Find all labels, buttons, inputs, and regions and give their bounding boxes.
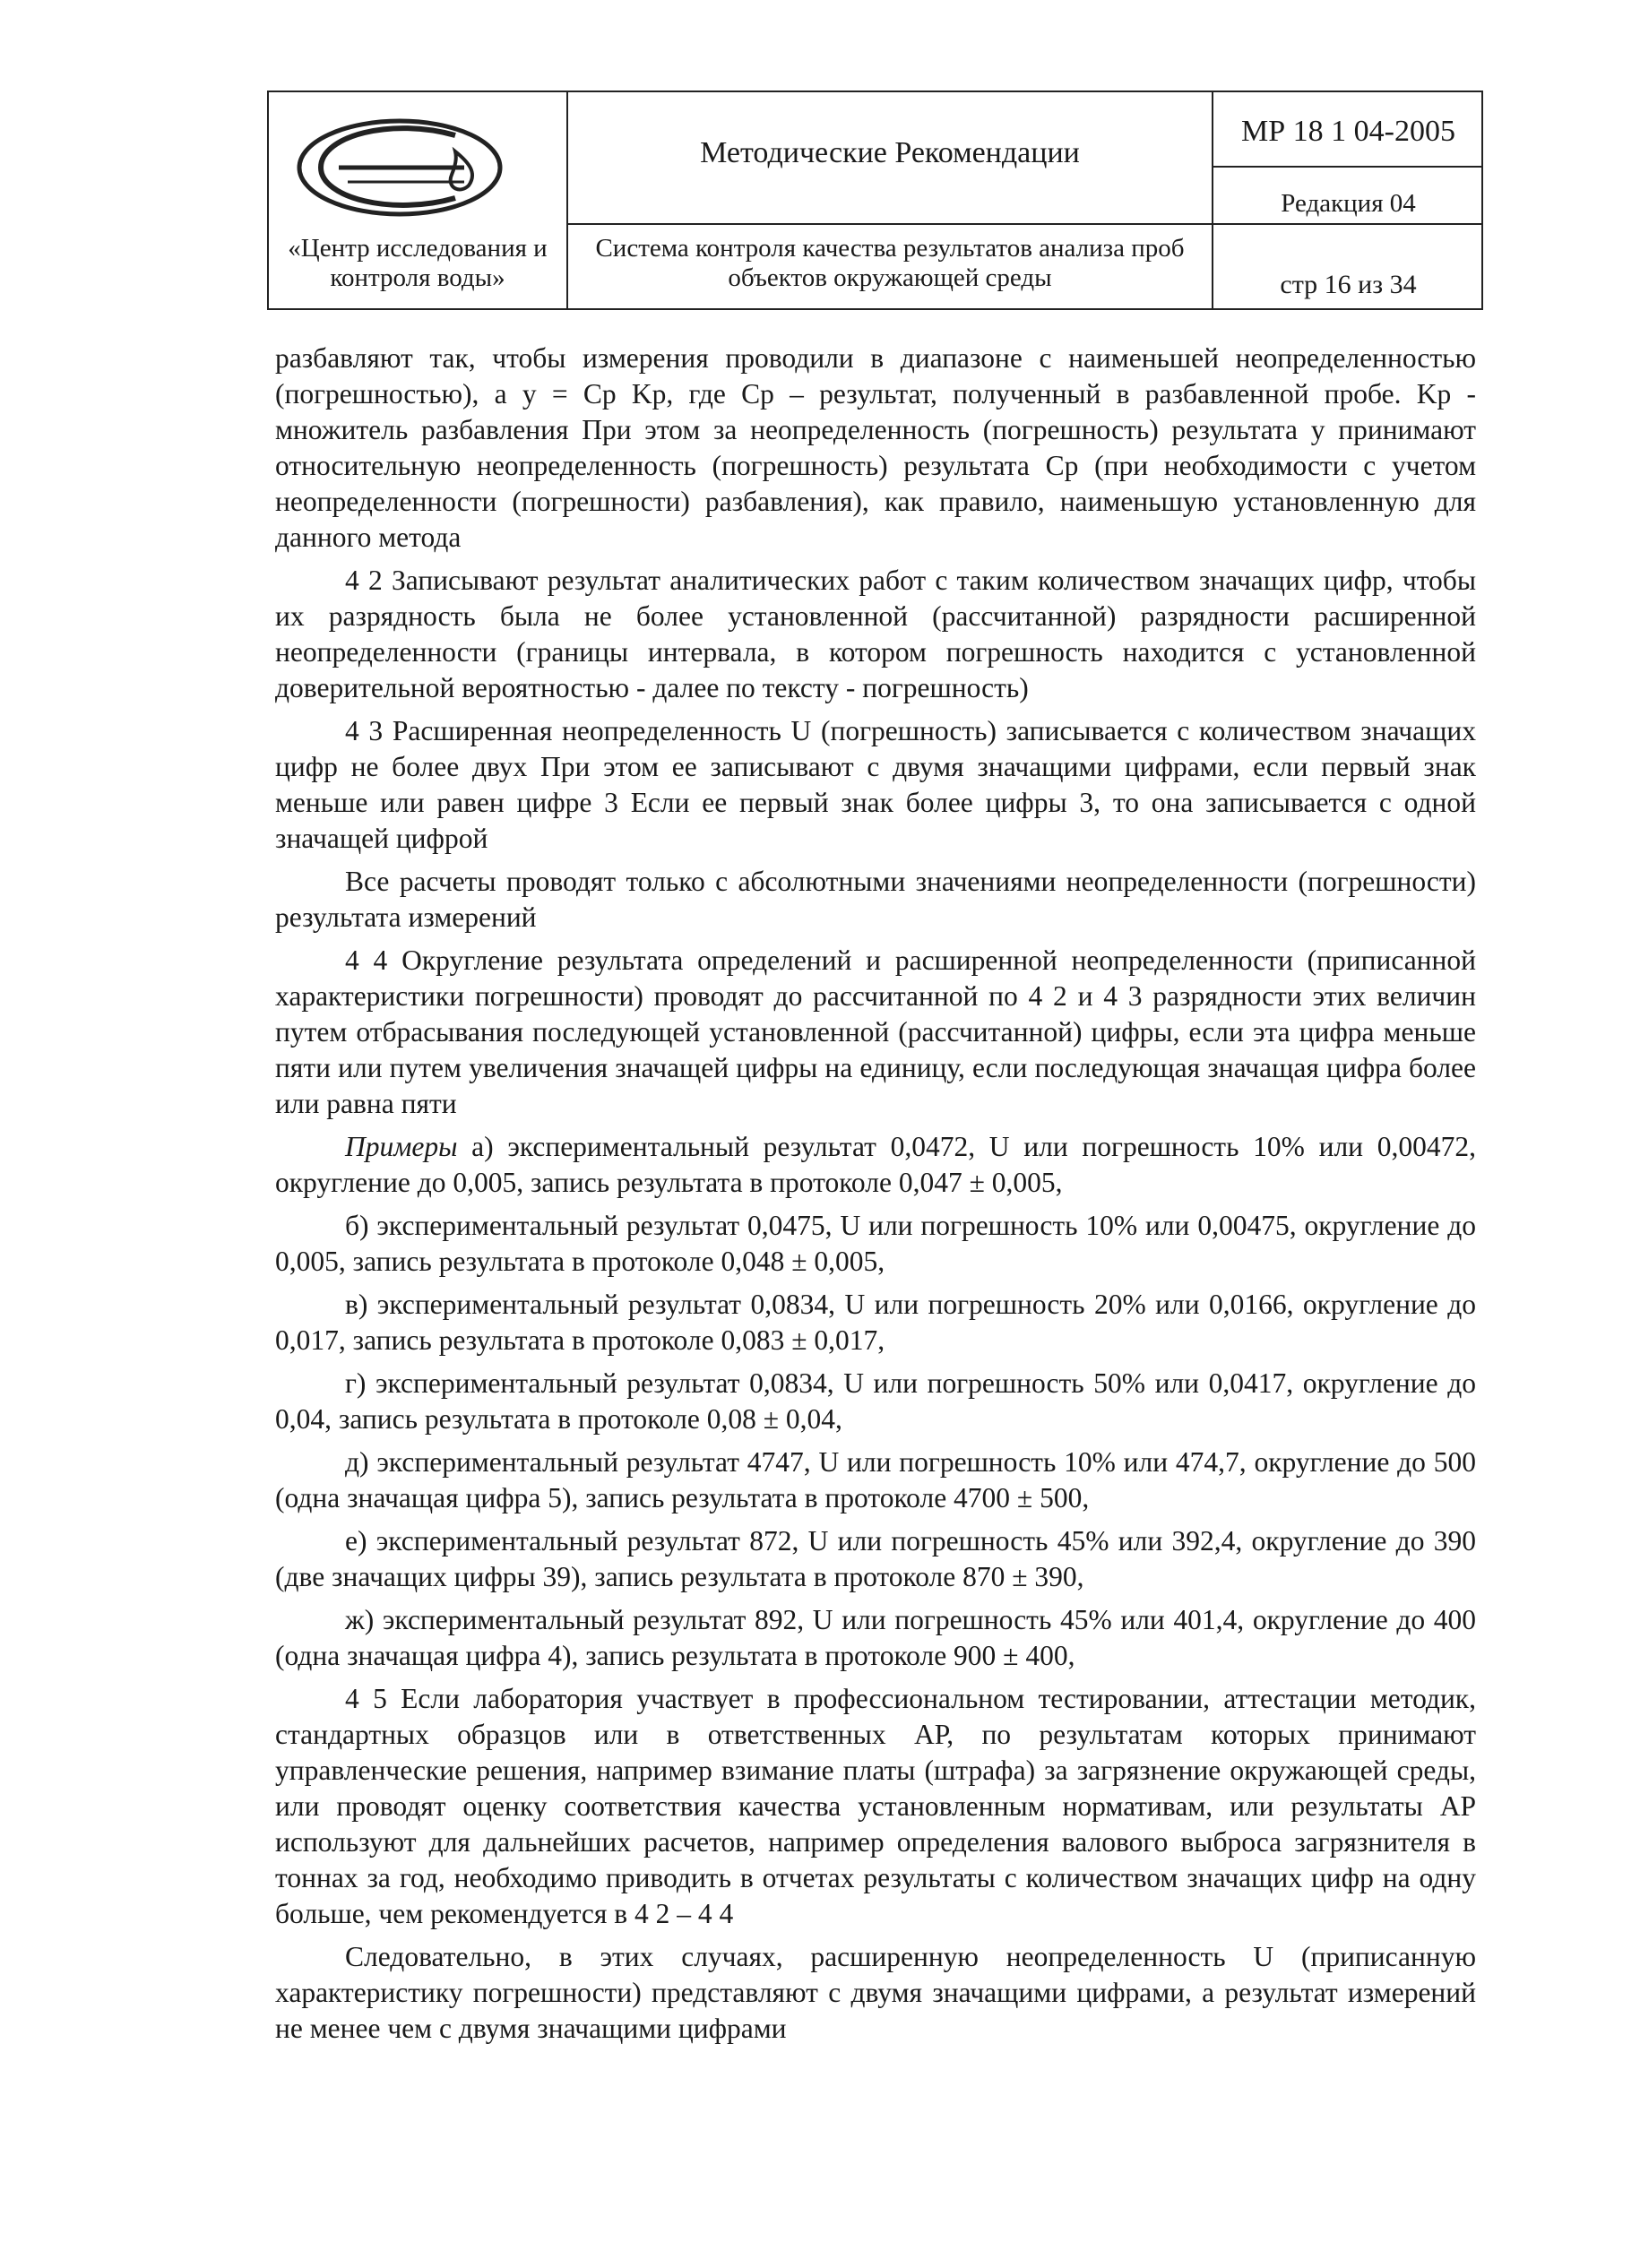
paragraph-4-2: 4 2 Записывают результат аналитических работ с таким количеством значащих цифр, чтобы их разрядность была не более установленной (рассчитанной) разрядности расширенной неопределенности (границы интервала, в котором погрешность находится с установленной доверительной вероятностью - далее по тексту - погрешность) (275, 565, 1476, 703)
paragraph-4-3: 4 3 Расширенная неопределенность U (погрешность) записывается с количеством значащих цифр не более двух При этом ее записывают с двумя значащими цифрами, если первый знак меньше или равен цифре 3 Если ее первый знак более цифры 3, то она записывается с одной значащей цифрой (275, 715, 1476, 854)
edition-number: Редакция 04 (1281, 189, 1416, 218)
organization-name: «Центр исследования и контроля воды» (288, 234, 548, 293)
examples-label: Примеры (345, 1131, 458, 1162)
paragraph-conclusion: Следовательно, в этих случаях, расширенную неопределенность U (приписанную характеристику погрешности) представляют с двумя значащими цифрами, а результат измерений не менее чем с двумя значащими цифрами (275, 1941, 1476, 2044)
example-d: г) экспериментальный результат 0,0834, U или погрешность 50% или 0,0417, округление до 0,04, запись результата в протоколе 0,08 ± 0,04, (275, 1367, 1476, 1435)
document-subject-title: Система контроля качества результатов анализа проб объектов окружающей среды (595, 234, 1185, 293)
example-c: в) экспериментальный результат 0,0834, U или погрешность 20% или 0,0166, округление до 0,017, запись результата в протоколе 0,083 ± 0,017, (275, 1289, 1476, 1356)
example-b: б) экспериментальный результат 0,0475, U или погрешность 10% или 0,00475, округление до 0,005, запись результата в протоколе 0,048 ± 0,005, (275, 1210, 1476, 1277)
paragraph-dilution: разбавляют так, чтобы измерения проводили в диапазоне с наименьшей неопределенностью (погрешностью), а y = Cp Kp, где Cp – результат, полученный в разбавленной пробе. Kp - множитель разбавления При этом за неопределенность (погрешность) результата y принимают относительную неопределенность (погрешность) результата Cp (при необходимости с учетом неопределенности (погрешности) разбавления), как правило, наименьшую установленную для данного метода (275, 342, 1476, 553)
paragraph-4-4: 4 4 Округление результата определений и расширенной неопределенности (приписанной характеристики погрешности) проводят до рассчитанной по 4 2 и 4 3 разрядности этих величин путем отбрасывания последующей установленной (рассчитанной) цифры, если эта цифра меньше пяти или путем увеличения значащей цифры на единицу, если последующая значащая цифра более или равна пяти (275, 944, 1476, 1119)
document-body (275, 341, 1476, 2054)
paragraph-absolute-values: Все расчеты проводят только с абсолютными значениями неопределенности (погрешности) результата измерений (275, 866, 1476, 933)
document-header (267, 91, 1483, 310)
document-number: МР 18 1 04-2005 (1241, 115, 1455, 148)
organization-logo-icon (285, 108, 518, 225)
example-a: Примеры а) экспериментальный результат 0,0472, U или погрешность 10% или 0,00472, округление до 0,005, запись результата в протоколе 0,047 ± 0,005, (275, 1131, 1476, 1198)
example-g: ж) экспериментальный результат 892, U или погрешность 45% или 401,4, округление до 400 (одна значащая цифра 4), запись результата в протоколе 900 ± 400, (275, 1604, 1476, 1671)
page-number: стр 16 из 34 (1280, 270, 1417, 299)
paragraph-4-5: 4 5 Если лаборатория участвует в профессиональном тестировании, аттестации методик, стандартных образцов или в ответственных АР, по результатам которых принимают управленческие решения, например взимание платы (штрафа) за загрязнение окружающей среды, или проводят оценку соответствия качества установленным нормативам, или результаты АР используют для дальнейших расчетов, например определения валового выброса загрязнителя в тоннах за год, необходимо приводить в отчетах результаты с количеством значащих цифр на одну больше, чем рекомендуется в 4 2 – 4 4 (275, 1683, 1476, 1929)
example-e: д) экспериментальный результат 4747, U или погрешность 10% или 474,7, округление до 500 (одна значащая цифра 5), запись результата в протоколе 4700 ± 500, (275, 1446, 1476, 1513)
document-type-title: Методические Рекомендации (700, 136, 1080, 169)
example-f: е) экспериментальный результат 872, U или погрешность 45% или 392,4, округление до 390 (две значащих цифры 39), запись результата в протоколе 870 ± 390, (275, 1525, 1476, 1592)
